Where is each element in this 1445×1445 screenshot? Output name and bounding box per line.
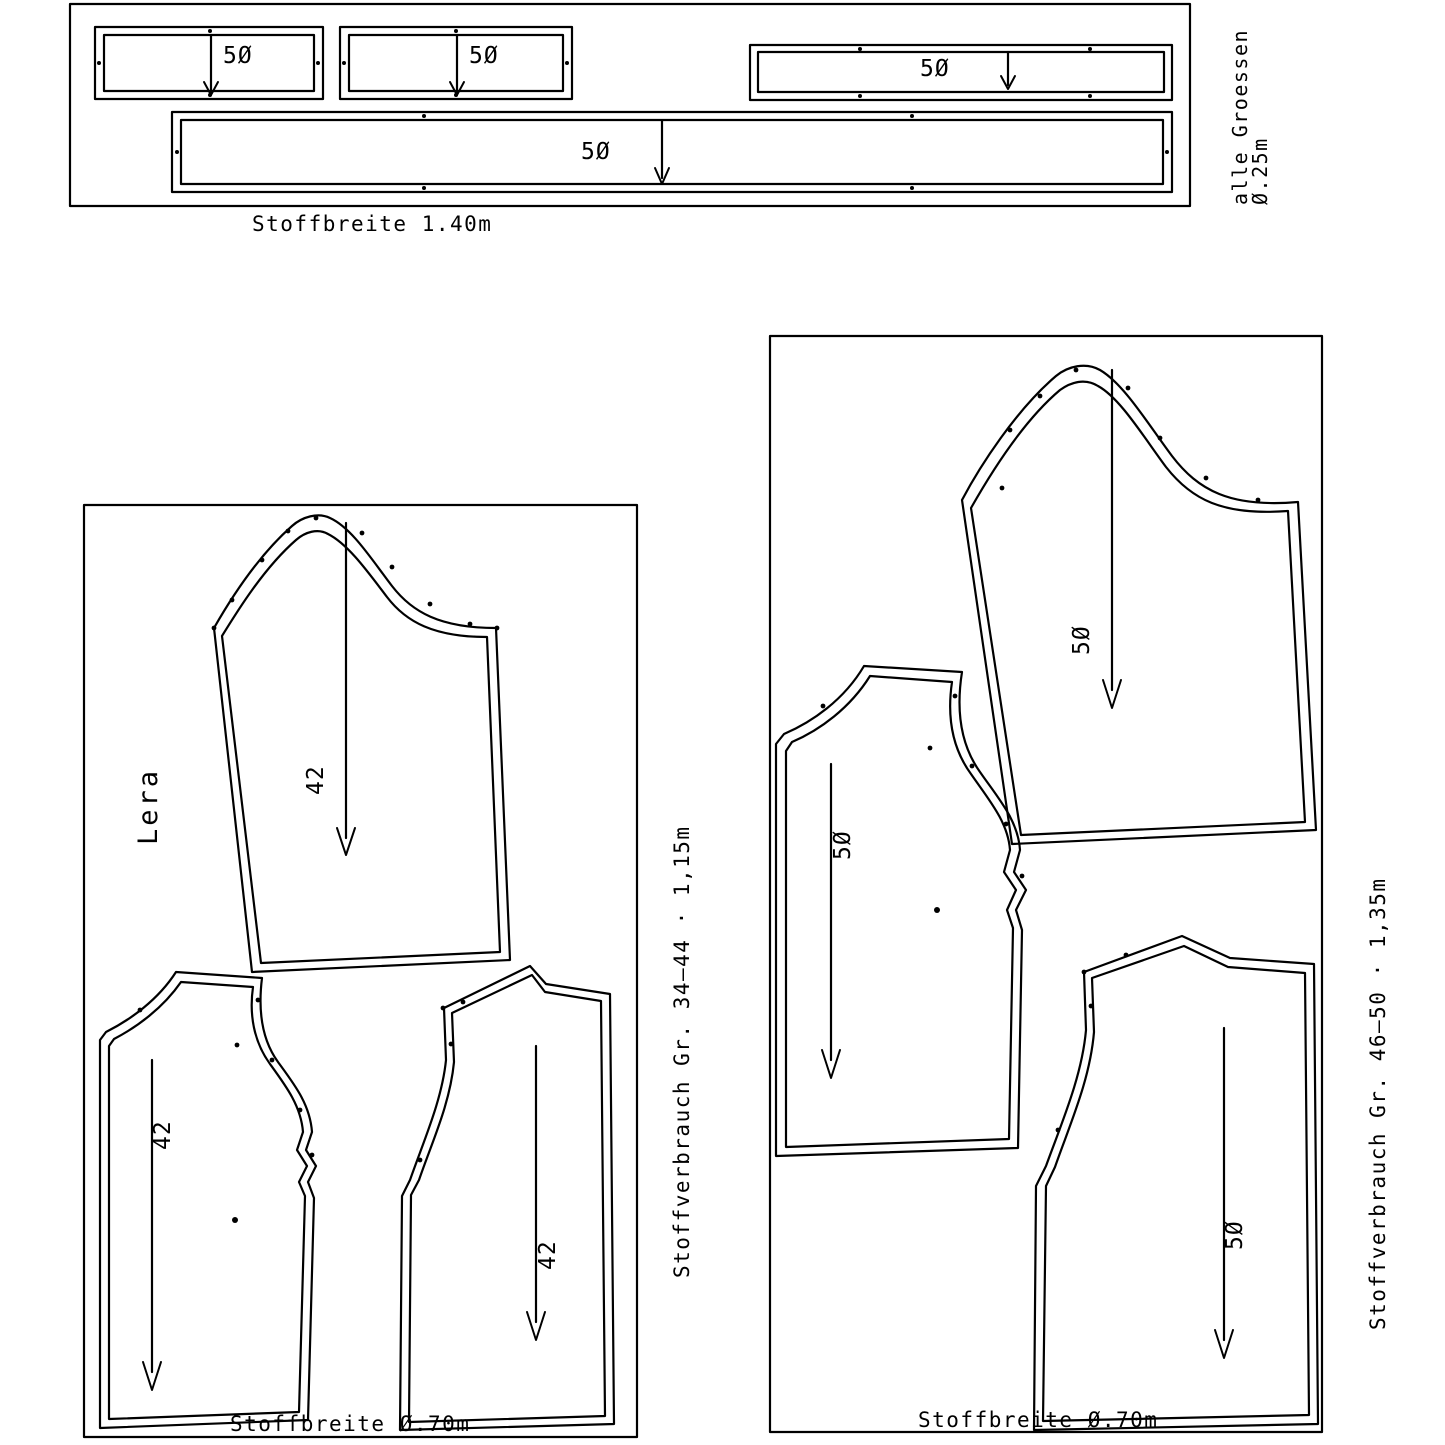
top-piece-4 [172, 112, 1172, 192]
top-piece-3 [750, 45, 1172, 100]
brand-label: Lera [133, 767, 164, 845]
left-fabric-width-label: Stoffbreite Ø.70m [230, 1412, 471, 1436]
left-fabric-rectangle [84, 505, 637, 1437]
left-front-piece [400, 966, 614, 1430]
left-fabric-consumption-label: Stoffverbrauch Gr. 34–44 · 1,15m [670, 825, 694, 1278]
top-piece-2 [340, 27, 572, 99]
right-sleeve-label: 5Ø [1069, 625, 1095, 655]
top-piece-2-label: 5Ø [469, 43, 499, 69]
left-sleeve-piece [212, 515, 510, 972]
top-fabric-amount-label: Ø.25m [1248, 137, 1272, 205]
right-fabric-width-label: Stoffbreite Ø.70m [918, 1408, 1159, 1432]
right-back-label: 5Ø [830, 830, 856, 860]
left-back-piece [100, 972, 316, 1428]
top-piece-1 [95, 27, 323, 99]
top-piece-1-label: 5Ø [223, 43, 253, 69]
left-sleeve-label: 42 [303, 765, 329, 795]
right-front-label: 5Ø [1222, 1220, 1248, 1250]
top-piece-3-label: 5Ø [920, 56, 950, 82]
left-back-label: 42 [150, 1120, 176, 1150]
right-back-piece [776, 666, 1026, 1156]
right-sleeve-piece [962, 366, 1316, 844]
right-fabric-consumption-label: Stoffverbrauch Gr. 46–50 · 1,35m [1366, 877, 1390, 1330]
right-front-piece [1034, 936, 1318, 1430]
top-piece-4-label: 5Ø [581, 139, 611, 165]
top-fabric-width-label: Stoffbreite 1.40m [252, 212, 493, 236]
left-front-label: 42 [535, 1240, 561, 1270]
top-all-sizes-label: alle Groessen [1228, 28, 1252, 205]
